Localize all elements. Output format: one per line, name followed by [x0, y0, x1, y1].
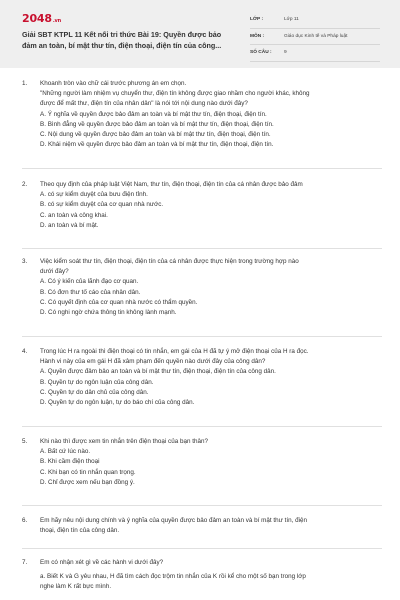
question-text: thoại, điện tín của công dân.	[40, 527, 120, 535]
meta-label: MÔN :	[250, 33, 265, 39]
site-logo[interactable]	[22, 12, 61, 25]
question-item	[22, 437, 382, 488]
answer-option: a. Biết K và G yêu nhau, H đã tìm cách đọc trộm tin nhắn của K rồi kể cho một số bạn trong lớp	[40, 573, 306, 581]
answer-option: C. Có quyết định của cơ quan nhà nước có thẩm quyền.	[40, 298, 198, 306]
answer-option: D. Quyền tự do ngôn luận, tự do báo chí của công dân.	[40, 399, 195, 407]
divider	[22, 248, 382, 249]
answer-option: B. Khi cầm điện thoại	[40, 458, 100, 466]
page-title	[22, 30, 240, 51]
meta-value: 9	[284, 50, 287, 56]
question-number: 6.	[22, 517, 28, 524]
question-number: 2.	[22, 181, 28, 188]
answer-option: A. Ý nghĩa về quyền được bảo đảm an toàn và bí mật thư tín, điện thoại, điện tín.	[40, 110, 267, 118]
answer-option: C. Quyền tự do dân chủ của công dân.	[40, 388, 149, 396]
logo-text: 2048	[22, 12, 52, 25]
question-text: Hành vi này của em gái H đã xâm phạm đến quyền nào dưới đây của công dân?	[40, 358, 266, 366]
title-line: đảm an toàn, bí mật thư tín, điện thoại, điện tín của công...	[22, 40, 222, 50]
question-number: 4.	[22, 348, 28, 355]
divider	[22, 336, 382, 337]
question-text: Khi nào thì được xem tin nhắn trên điện thoại của bạn thân?	[40, 438, 208, 445]
question-text: Việc kiểm soát thư tín, điện thoại, điện tín của cá nhân được thực hiện trong trường hợp nào	[40, 258, 299, 265]
answer-option: D. Chỉ được xem nếu bạn đồng ý.	[40, 478, 135, 486]
answer-option: A. có sự kiểm duyệt của bưu điện tỉnh.	[40, 191, 148, 199]
question-number: 7.	[22, 559, 28, 566]
question-item	[22, 79, 382, 150]
question-number: 5.	[22, 438, 28, 445]
question-item	[22, 180, 382, 231]
page-header	[0, 0, 400, 68]
answer-option: A. Có ý kiến của lãnh đạo cơ quan.	[40, 278, 139, 286]
question-text: Em có nhận xét gì về các hành vi dưới đây?	[40, 559, 164, 566]
answer-option: D. an toàn và bí mật.	[40, 221, 99, 229]
divider	[22, 168, 382, 169]
meta-info	[250, 12, 380, 62]
divider	[22, 548, 382, 549]
title-line: Giải SBT KTPL 11 Kết nối tri thức Bài 19: Quyền được bảo	[22, 30, 222, 39]
question-text: Trong lúc H ra ngoài thì điện thoại có tin nhắn, em gái của H đã tự ý mở điện thoại của H ra đọc.	[40, 348, 309, 355]
answer-option: C. Nội dung về quyền được bảo đảm an toàn và bí mật thư tín, điện thoại, điện tín.	[40, 131, 271, 139]
meta-row-lop	[250, 12, 380, 29]
answer-option: B. Bình đẳng về quyền được bảo đảm an toàn và bí mật thư tín, điện thoại, điện tín.	[40, 120, 274, 128]
question-text: Em hãy nêu nội dung chính và ý nghĩa của quyền được bảo đảm an toàn và bí mật thư tín, điện	[40, 517, 308, 524]
question-number: 1.	[22, 80, 28, 87]
divider	[22, 505, 382, 506]
meta-label: SỐ CÂU :	[250, 50, 272, 56]
question-item	[22, 257, 382, 318]
question-item	[22, 516, 382, 536]
question-text: Theo quy định của pháp luật Việt Nam, thư tín, điện thoại, điện tín của cá nhân được bảo đảm	[40, 181, 303, 188]
answer-option: C. Khi bạn có tin nhắn quan trọng.	[40, 468, 136, 476]
meta-row-socau	[250, 45, 380, 62]
answer-option: D. Có nghi ngờ chứa thông tin không lành mạnh.	[40, 309, 177, 317]
answer-option: C. an toàn và công khai.	[40, 211, 108, 219]
answer-option: A. Quyền được đảm bảo an toàn và bí mật thư tín, điện thoại, điện tín của công dân.	[40, 368, 276, 376]
question-text: được để mất thư, điện tín của nhân dân" là nói tới nội dung nào dưới đây?	[40, 100, 248, 108]
question-text: dưới đây?	[40, 268, 69, 276]
question-list	[0, 68, 400, 600]
question-text: Khoanh tròn vào chữ cái trước phương án em chọn.	[40, 80, 187, 87]
answer-option: B. Quyền tự do ngôn luận của công dân.	[40, 378, 154, 386]
meta-value: Giáo dục Kinh tế và Pháp luật	[284, 33, 348, 39]
answer-option: B. Có đơn thư tố cáo của nhân dân.	[40, 288, 141, 296]
question-item	[22, 347, 382, 408]
meta-value: Lớp 11	[284, 17, 299, 23]
meta-row-mon	[250, 29, 380, 46]
divider	[22, 426, 382, 427]
question-item	[22, 558, 382, 593]
logo-tld: .vn	[52, 18, 61, 24]
question-text: "Những người làm nhiệm vụ chuyển thư, điện tín không được giao nhầm cho người khác, không	[40, 90, 310, 98]
meta-label: LỚP :	[250, 17, 264, 23]
answer-option: nghe làm K rất bực mình.	[40, 583, 112, 591]
answer-option: A. Bất cứ lúc nào.	[40, 448, 91, 456]
answer-option: B. có sự kiểm duyệt của cơ quan nhà nước.	[40, 201, 164, 209]
answer-option: D. Khái niệm về quyền được bảo đảm an toàn và bí mật thư tín, điện thoại, điện tín.	[40, 141, 274, 149]
question-number: 3.	[22, 258, 28, 265]
